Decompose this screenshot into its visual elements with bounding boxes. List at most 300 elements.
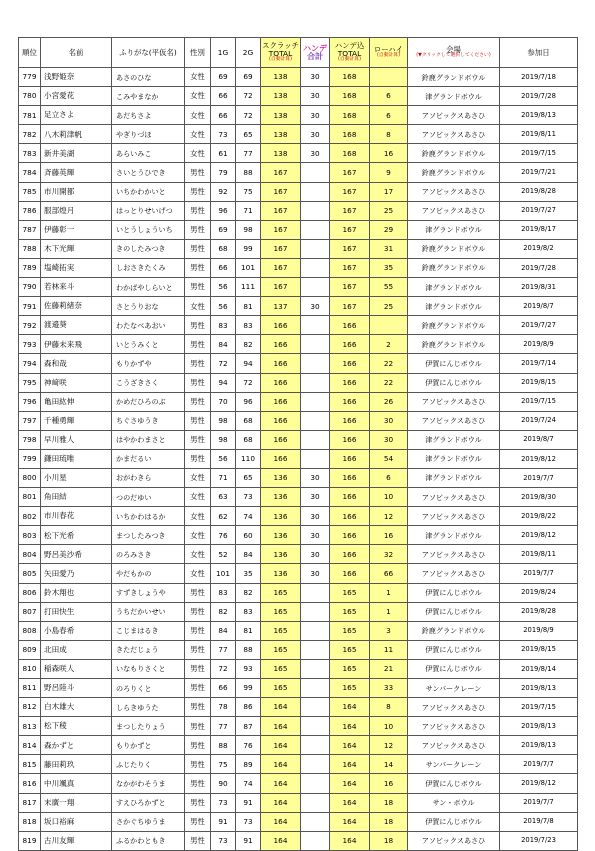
game1-cell: 70 bbox=[211, 392, 236, 411]
scratch-total-cell: 138 bbox=[261, 106, 301, 125]
kana-cell: いとうみくと bbox=[112, 335, 185, 354]
low-high-cell: 21 bbox=[370, 659, 408, 678]
gender-cell: 男性 bbox=[185, 698, 211, 717]
scratch-total-cell: 165 bbox=[261, 640, 301, 659]
name-cell: 塩崎拓実 bbox=[41, 258, 112, 277]
scratch-total-cell: 136 bbox=[261, 526, 301, 545]
venue-cell[interactable]: アソビックスあさひ bbox=[408, 507, 500, 526]
handicap-total-cell: 165 bbox=[330, 640, 370, 659]
kana-cell: わたなべあおい bbox=[112, 316, 185, 335]
venue-cell[interactable]: 伊賀にんじボウル bbox=[408, 812, 500, 831]
rank-cell: 786 bbox=[19, 201, 41, 220]
kana-cell: さいとうひでき bbox=[112, 163, 185, 182]
rank-cell: 805 bbox=[19, 564, 41, 583]
handicap-total-cell: 167 bbox=[330, 182, 370, 201]
venue-cell[interactable]: アソビックスあさひ bbox=[408, 564, 500, 583]
venue-cell[interactable]: 伊賀にんじボウル bbox=[408, 659, 500, 678]
table-row bbox=[19, 468, 578, 487]
game2-cell: 82 bbox=[236, 335, 261, 354]
date-cell: 2019/8/2 bbox=[500, 239, 578, 258]
game2-cell: 99 bbox=[236, 679, 261, 698]
scratch-total-cell: 166 bbox=[261, 449, 301, 468]
date-cell: 2019/8/14 bbox=[500, 659, 578, 678]
low-high-cell: 26 bbox=[370, 392, 408, 411]
kana-cell: やだもかの bbox=[112, 564, 185, 583]
venue-cell[interactable]: アソビックスあさひ bbox=[408, 201, 500, 220]
handicap-cell bbox=[301, 812, 330, 831]
scratch-total-cell: 167 bbox=[261, 182, 301, 201]
low-high-cell: 30 bbox=[370, 411, 408, 430]
handicap-total-cell: 166 bbox=[330, 411, 370, 430]
venue-cell[interactable]: アソビックスあさひ bbox=[408, 488, 500, 507]
gender-cell: 男性 bbox=[185, 278, 211, 297]
handicap-cell bbox=[301, 621, 330, 640]
table-row bbox=[19, 392, 578, 411]
rank-cell: 787 bbox=[19, 220, 41, 239]
handicap-cell bbox=[301, 182, 330, 201]
kana-cell: こうざきさく bbox=[112, 373, 185, 392]
game1-cell: 91 bbox=[211, 812, 236, 831]
venue-cell[interactable]: 鈴鹿グランドボウル bbox=[408, 144, 500, 163]
table-row bbox=[19, 755, 578, 774]
venue-cell[interactable]: アソビックスあさひ bbox=[408, 717, 500, 736]
low-high-cell: 66 bbox=[370, 564, 408, 583]
handicap-cell: 30 bbox=[301, 87, 330, 106]
venue-cell[interactable]: 津グランドボウル bbox=[408, 87, 500, 106]
gender-cell: 男性 bbox=[185, 793, 211, 812]
game1-cell: 98 bbox=[211, 411, 236, 430]
handicap-cell: 30 bbox=[301, 68, 330, 87]
header-g1: 1G bbox=[211, 38, 236, 68]
date-cell: 2019/8/12 bbox=[500, 774, 578, 793]
name-cell: 松下稜 bbox=[41, 717, 112, 736]
scratch-total-cell: 165 bbox=[261, 602, 301, 621]
handicap-cell bbox=[301, 679, 330, 698]
venue-cell[interactable]: 鈴鹿グランドボウル bbox=[408, 258, 500, 277]
date-cell: 2019/8/15 bbox=[500, 640, 578, 659]
kana-cell: のろりくと bbox=[112, 679, 185, 698]
game2-cell: 101 bbox=[236, 258, 261, 277]
venue-cell[interactable]: 津グランドボウル bbox=[408, 468, 500, 487]
low-high-cell: 17 bbox=[370, 182, 408, 201]
venue-cell[interactable]: アソビックスあさひ bbox=[408, 125, 500, 144]
name-cell: 鈴木翔也 bbox=[41, 583, 112, 602]
table-row bbox=[19, 182, 578, 201]
venue-cell[interactable]: 津グランドボウル bbox=[408, 220, 500, 239]
name-cell: 野呂陸斗 bbox=[41, 679, 112, 698]
venue-cell[interactable]: アソビックスあさひ bbox=[408, 106, 500, 125]
header-handi-total-label: ハンデ込 bbox=[334, 41, 365, 51]
venue-cell[interactable]: 伊賀にんじボウル bbox=[408, 774, 500, 793]
game2-cell: 82 bbox=[236, 583, 261, 602]
low-high-cell: 12 bbox=[370, 736, 408, 755]
rank-cell: 807 bbox=[19, 602, 41, 621]
game1-cell: 90 bbox=[211, 774, 236, 793]
date-cell: 2019/8/7 bbox=[500, 297, 578, 316]
handicap-cell bbox=[301, 774, 330, 793]
gender-cell: 男性 bbox=[185, 335, 211, 354]
scratch-total-cell: 167 bbox=[261, 278, 301, 297]
venue-cell[interactable]: 津グランドボウル bbox=[408, 526, 500, 545]
handicap-cell bbox=[301, 392, 330, 411]
kana-cell: きのしたみつき bbox=[112, 239, 185, 258]
rank-cell: 789 bbox=[19, 258, 41, 277]
low-high-cell: 14 bbox=[370, 755, 408, 774]
gender-cell: 女性 bbox=[185, 144, 211, 163]
handicap-total-cell: 168 bbox=[330, 125, 370, 144]
table-row bbox=[19, 526, 578, 545]
venue-cell[interactable]: アソビックスあさひ bbox=[408, 736, 500, 755]
date-cell: 2019/7/8 bbox=[500, 812, 578, 831]
game1-cell: 72 bbox=[211, 354, 236, 373]
game1-cell: 73 bbox=[211, 125, 236, 144]
game2-cell: 96 bbox=[236, 392, 261, 411]
gender-cell: 男性 bbox=[185, 774, 211, 793]
date-cell: 2019/7/7 bbox=[500, 793, 578, 812]
venue-cell[interactable]: サンバークレーン bbox=[408, 755, 500, 774]
game1-cell: 56 bbox=[211, 449, 236, 468]
kana-cell: しおさきたくみ bbox=[112, 258, 185, 277]
handicap-total-cell: 166 bbox=[330, 335, 370, 354]
name-cell: 北田成 bbox=[41, 640, 112, 659]
venue-cell[interactable]: 鈴鹿グランドボウル bbox=[408, 163, 500, 182]
gender-cell: 女性 bbox=[185, 297, 211, 316]
date-cell: 2019/7/27 bbox=[500, 316, 578, 335]
low-high-cell: 54 bbox=[370, 449, 408, 468]
kana-cell: いとうしょういち bbox=[112, 220, 185, 239]
date-cell: 2019/8/9 bbox=[500, 335, 578, 354]
gender-cell: 男性 bbox=[185, 449, 211, 468]
handicap-total-cell: 166 bbox=[330, 373, 370, 392]
low-high-cell: 16 bbox=[370, 774, 408, 793]
venue-cell[interactable]: アソビックスあさひ bbox=[408, 182, 500, 201]
date-cell: 2019/8/13 bbox=[500, 717, 578, 736]
handicap-total-cell: 166 bbox=[330, 488, 370, 507]
scratch-total-cell: 137 bbox=[261, 297, 301, 316]
low-high-cell: 11 bbox=[370, 640, 408, 659]
game2-cell: 87 bbox=[236, 717, 261, 736]
low-high-cell: 10 bbox=[370, 488, 408, 507]
low-high-cell: 16 bbox=[370, 526, 408, 545]
rank-cell: 781 bbox=[19, 106, 41, 125]
venue-cell[interactable]: 津グランドボウル bbox=[408, 297, 500, 316]
header-scratch-auto: (自動計算) bbox=[269, 57, 292, 62]
table-row bbox=[19, 144, 578, 163]
gender-cell: 男性 bbox=[185, 163, 211, 182]
handicap-cell: 30 bbox=[301, 106, 330, 125]
scratch-total-cell: 165 bbox=[261, 583, 301, 602]
date-cell: 2019/8/13 bbox=[500, 679, 578, 698]
table-row bbox=[19, 583, 578, 602]
rank-cell: 788 bbox=[19, 239, 41, 258]
header-kana: ふりがな(平仮名) bbox=[112, 38, 185, 68]
kana-cell: はやかわまさと bbox=[112, 430, 185, 449]
game2-cell: 35 bbox=[236, 564, 261, 583]
gender-cell: 女性 bbox=[185, 468, 211, 487]
game1-cell: 94 bbox=[211, 373, 236, 392]
kana-cell: すずきしょうや bbox=[112, 583, 185, 602]
name-cell: 神﨑咲 bbox=[41, 373, 112, 392]
gender-cell: 男性 bbox=[185, 239, 211, 258]
handicap-cell: 30 bbox=[301, 297, 330, 316]
kana-cell: ちぐさゆうき bbox=[112, 411, 185, 430]
low-high-cell: 16 bbox=[370, 144, 408, 163]
kana-cell: かめだひろのぶ bbox=[112, 392, 185, 411]
name-cell: 白木雄大 bbox=[41, 698, 112, 717]
name-cell: 末廣一翔 bbox=[41, 793, 112, 812]
gender-cell: 女性 bbox=[185, 106, 211, 125]
handicap-total-cell: 164 bbox=[330, 698, 370, 717]
low-high-cell: 25 bbox=[370, 201, 408, 220]
name-cell: 木下光輝 bbox=[41, 239, 112, 258]
rank-cell: 803 bbox=[19, 526, 41, 545]
low-high-cell: 12 bbox=[370, 507, 408, 526]
scratch-total-cell: 136 bbox=[261, 564, 301, 583]
handicap-total-cell: 166 bbox=[330, 468, 370, 487]
header-handi-sum: 合計 bbox=[307, 51, 323, 61]
rank-cell: 809 bbox=[19, 640, 41, 659]
low-high-cell: 35 bbox=[370, 258, 408, 277]
game1-cell: 66 bbox=[211, 679, 236, 698]
handicap-total-cell: 168 bbox=[330, 87, 370, 106]
handicap-total-cell: 167 bbox=[330, 239, 370, 258]
name-cell: 藤田莉玖 bbox=[41, 755, 112, 774]
rank-cell: 800 bbox=[19, 468, 41, 487]
game1-cell: 68 bbox=[211, 239, 236, 258]
gender-cell: 男性 bbox=[185, 373, 211, 392]
game1-cell: 71 bbox=[211, 468, 236, 487]
venue-cell[interactable]: アソビックスあさひ bbox=[408, 698, 500, 717]
venue-cell[interactable]: アソビックスあさひ bbox=[408, 831, 500, 850]
header-handi-total-auto: (自動計算) bbox=[338, 57, 361, 62]
gender-cell: 女性 bbox=[185, 526, 211, 545]
gender-cell: 男性 bbox=[185, 640, 211, 659]
venue-cell[interactable]: 津グランドボウル bbox=[408, 430, 500, 449]
low-high-cell bbox=[370, 68, 408, 87]
table-row bbox=[19, 602, 578, 621]
venue-cell[interactable]: アソビックスあさひ bbox=[408, 545, 500, 564]
gender-cell: 女性 bbox=[185, 68, 211, 87]
table-row bbox=[19, 640, 578, 659]
gender-cell: 男性 bbox=[185, 316, 211, 335]
gender-cell: 男性 bbox=[185, 717, 211, 736]
handicap-total-cell: 165 bbox=[330, 583, 370, 602]
scratch-total-cell: 166 bbox=[261, 373, 301, 392]
header-venue-label: 会場 bbox=[446, 44, 461, 54]
date-cell: 2019/8/31 bbox=[500, 278, 578, 297]
table-row bbox=[19, 220, 578, 239]
kana-cell: なかがわそうま bbox=[112, 774, 185, 793]
handicap-total-cell: 168 bbox=[330, 144, 370, 163]
game2-cell: 88 bbox=[236, 640, 261, 659]
header-venue bbox=[408, 38, 500, 68]
table-row bbox=[19, 679, 578, 698]
game1-cell: 88 bbox=[211, 736, 236, 755]
kana-cell: かまだるい bbox=[112, 449, 185, 468]
name-cell: 鎌田琉唯 bbox=[41, 449, 112, 468]
game2-cell: 88 bbox=[236, 163, 261, 182]
venue-cell[interactable]: 鈴鹿グランドボウル bbox=[408, 316, 500, 335]
table-row bbox=[19, 621, 578, 640]
low-high-cell: 29 bbox=[370, 220, 408, 239]
table-row bbox=[19, 545, 578, 564]
handicap-total-cell: 164 bbox=[330, 717, 370, 736]
venue-cell[interactable]: 津グランドボウル bbox=[408, 278, 500, 297]
rank-cell: 808 bbox=[19, 621, 41, 640]
date-cell: 2019/8/7 bbox=[500, 430, 578, 449]
game2-cell: 73 bbox=[236, 488, 261, 507]
table-row bbox=[19, 411, 578, 430]
gender-cell: 女性 bbox=[185, 564, 211, 583]
game2-cell: 91 bbox=[236, 831, 261, 850]
low-high-cell: 6 bbox=[370, 106, 408, 125]
table-row bbox=[19, 507, 578, 526]
game2-cell: 68 bbox=[236, 430, 261, 449]
scratch-total-cell: 136 bbox=[261, 545, 301, 564]
handicap-cell: 30 bbox=[301, 468, 330, 487]
venue-cell[interactable]: 津グランドボウル bbox=[408, 449, 500, 468]
name-cell: 打田快生 bbox=[41, 602, 112, 621]
scratch-total-cell: 138 bbox=[261, 68, 301, 87]
name-cell: 森和哉 bbox=[41, 354, 112, 373]
handicap-cell bbox=[301, 411, 330, 430]
game1-cell: 69 bbox=[211, 220, 236, 239]
handicap-cell bbox=[301, 430, 330, 449]
name-cell: 伊藤未来飛 bbox=[41, 335, 112, 354]
rank-cell: 817 bbox=[19, 793, 41, 812]
low-high-cell: 18 bbox=[370, 793, 408, 812]
game1-cell: 84 bbox=[211, 621, 236, 640]
date-cell: 2019/7/21 bbox=[500, 163, 578, 182]
gender-cell: 女性 bbox=[185, 125, 211, 144]
venue-cell[interactable]: 鈴鹿グランドボウル bbox=[408, 335, 500, 354]
handicap-cell: 30 bbox=[301, 488, 330, 507]
rank-cell: 780 bbox=[19, 87, 41, 106]
date-cell: 2019/8/24 bbox=[500, 583, 578, 602]
game2-cell: 74 bbox=[236, 507, 261, 526]
game2-cell: 83 bbox=[236, 316, 261, 335]
venue-cell[interactable]: 鈴鹿グランドボウル bbox=[408, 239, 500, 258]
game1-cell: 62 bbox=[211, 507, 236, 526]
low-high-cell: 18 bbox=[370, 831, 408, 850]
venue-cell[interactable]: 伊賀にんじボウル bbox=[408, 354, 500, 373]
venue-cell[interactable]: サン・ボウル bbox=[408, 793, 500, 812]
date-cell: 2019/8/9 bbox=[500, 621, 578, 640]
game2-cell: 91 bbox=[236, 793, 261, 812]
gender-cell: 男性 bbox=[185, 736, 211, 755]
name-cell: 若林来斗 bbox=[41, 278, 112, 297]
venue-cell[interactable]: アソビックスあさひ bbox=[408, 411, 500, 430]
low-high-cell: 6 bbox=[370, 87, 408, 106]
scratch-total-cell: 166 bbox=[261, 392, 301, 411]
scratch-total-cell: 166 bbox=[261, 354, 301, 373]
table-row bbox=[19, 564, 578, 583]
name-cell: 市川春花 bbox=[41, 507, 112, 526]
ranking-table bbox=[18, 37, 578, 851]
table-row bbox=[19, 316, 578, 335]
venue-cell[interactable]: サンバークレーン bbox=[408, 679, 500, 698]
scratch-total-cell: 167 bbox=[261, 201, 301, 220]
handicap-cell bbox=[301, 602, 330, 621]
scratch-total-cell: 138 bbox=[261, 144, 301, 163]
game1-cell: 56 bbox=[211, 278, 236, 297]
game1-cell: 76 bbox=[211, 526, 236, 545]
low-high-cell: 33 bbox=[370, 679, 408, 698]
gender-cell: 男性 bbox=[185, 602, 211, 621]
handicap-total-cell: 167 bbox=[330, 163, 370, 182]
game2-cell: 83 bbox=[236, 602, 261, 621]
header-scratch bbox=[261, 38, 301, 68]
game1-cell: 66 bbox=[211, 258, 236, 277]
venue-cell[interactable]: 鈴鹿グランドボウル bbox=[408, 68, 500, 87]
handicap-total-cell: 166 bbox=[330, 354, 370, 373]
gender-cell: 男性 bbox=[185, 812, 211, 831]
venue-cell[interactable]: 伊賀にんじボウル bbox=[408, 640, 500, 659]
scratch-total-cell: 164 bbox=[261, 698, 301, 717]
date-cell: 2019/7/15 bbox=[500, 392, 578, 411]
rank-cell: 791 bbox=[19, 297, 41, 316]
venue-cell[interactable]: 伊賀にんじボウル bbox=[408, 583, 500, 602]
handicap-total-cell: 166 bbox=[330, 316, 370, 335]
rank-cell: 784 bbox=[19, 163, 41, 182]
rank-cell: 816 bbox=[19, 774, 41, 793]
venue-cell[interactable]: アソビックスあさひ bbox=[408, 392, 500, 411]
header-scratch-label: スクラッチ bbox=[262, 41, 299, 51]
game1-cell: 52 bbox=[211, 545, 236, 564]
scratch-total-cell: 164 bbox=[261, 717, 301, 736]
venue-cell[interactable]: 鈴鹿グランドボウル bbox=[408, 621, 500, 640]
low-high-cell: 30 bbox=[370, 430, 408, 449]
game1-cell: 84 bbox=[211, 335, 236, 354]
table-row bbox=[19, 736, 578, 755]
date-cell: 2019/8/13 bbox=[500, 736, 578, 755]
low-high-cell: 32 bbox=[370, 545, 408, 564]
kana-cell: まつしたみつき bbox=[112, 526, 185, 545]
date-cell: 2019/8/11 bbox=[500, 125, 578, 144]
handicap-total-cell: 164 bbox=[330, 736, 370, 755]
venue-cell[interactable]: 伊賀にんじボウル bbox=[408, 373, 500, 392]
gender-cell: 女性 bbox=[185, 87, 211, 106]
handicap-cell bbox=[301, 278, 330, 297]
gender-cell: 男性 bbox=[185, 831, 211, 850]
kana-cell: つのだゆい bbox=[112, 488, 185, 507]
header-handi-total bbox=[330, 38, 370, 68]
rank-cell: 801 bbox=[19, 488, 41, 507]
low-high-cell: 22 bbox=[370, 354, 408, 373]
rank-cell: 818 bbox=[19, 812, 41, 831]
handicap-total-cell: 164 bbox=[330, 755, 370, 774]
kana-cell: あらいみこ bbox=[112, 144, 185, 163]
handicap-total-cell: 165 bbox=[330, 659, 370, 678]
low-high-cell: 1 bbox=[370, 602, 408, 621]
rank-cell: 796 bbox=[19, 392, 41, 411]
game1-cell: 98 bbox=[211, 430, 236, 449]
table-row bbox=[19, 335, 578, 354]
game2-cell: 68 bbox=[236, 411, 261, 430]
name-cell: 野呂美沙希 bbox=[41, 545, 112, 564]
table-row bbox=[19, 831, 578, 850]
table-row bbox=[19, 430, 578, 449]
game1-cell: 56 bbox=[211, 297, 236, 316]
scratch-total-cell: 165 bbox=[261, 621, 301, 640]
rank-cell: 794 bbox=[19, 354, 41, 373]
kana-cell: うちだかいせい bbox=[112, 602, 185, 621]
scratch-total-cell: 138 bbox=[261, 87, 301, 106]
scratch-total-cell: 167 bbox=[261, 258, 301, 277]
name-cell: 小川星 bbox=[41, 468, 112, 487]
venue-cell[interactable]: 伊賀にんじボウル bbox=[408, 602, 500, 621]
handicap-total-cell: 167 bbox=[330, 258, 370, 277]
